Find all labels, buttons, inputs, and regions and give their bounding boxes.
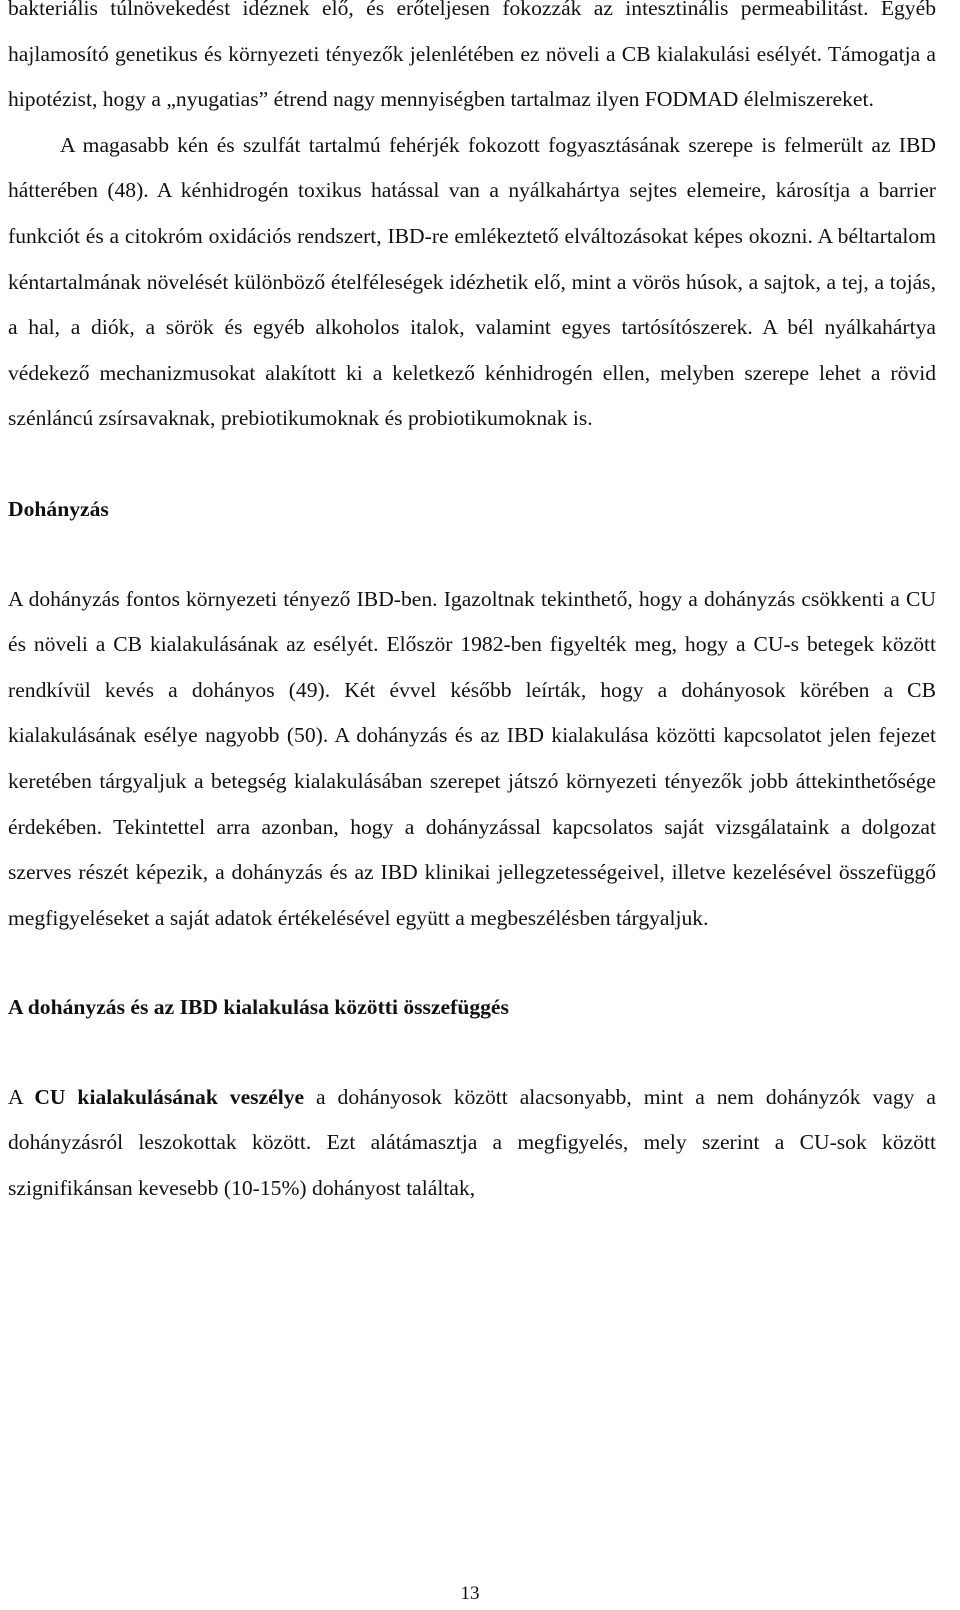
section-heading-smoking: Dohányzás — [8, 496, 109, 521]
text-run: A — [8, 1084, 35, 1109]
spacer — [8, 442, 936, 487]
document-page — [8, 0, 936, 1212]
paragraph-smoking: A dohányzás fontos környezeti tényező IBD-ben. Igazoltnak tekinthető, hogy a dohányzás csökkenti a CU és növeli a CB kialakulásának az esélyét. Először 1982-ben figyelték meg, hogy a CU-s betegek között rendkívül kevés a dohányos (49). Két évvel később leírták, hogy a dohányosok körében a CB kialakulásának esélye nagyobb (50). A dohányzás és az IBD kialakulása közötti kapcsolatot jelen fejezet keretében tárgyaljuk a betegség kialakulásában szerepet játszó környezeti tényezők jobb áttekinthetősége érdekében. Tekintettel arra azonban, hogy a dohányzással kapcsolatos saját vizsgálataink a dolgozat szerves részét képezik, a dohányzás és az IBD klinikai jellegzetességeivel, illetve kezelésével összefüggő megfigyeléseket a saját adatok értékelésével együtt a megbeszélésben tárgyaljuk. — [8, 586, 936, 930]
text-run: a dohányosok között alacsonyabb, mint a nem dohányzók vagy a dohányzásról leszokottak között. Ezt alátámasztja a megfigyelés, mely szerint a CU-sok között szignifikánsan kevesebb (10-15%) dohányost találtak, — [8, 1084, 936, 1201]
bold-phrase: CU kialakulásának veszélye — [34, 1084, 305, 1109]
spacer — [8, 1031, 936, 1075]
page-number: 13 — [460, 1583, 480, 1604]
spacer — [8, 533, 936, 577]
paragraph-fodmap: bakteriális túlnövekedést idéznek elő, és erőteljesen fokozzák az intesztinális permeabilitást. Egyéb hajlamosító genetikus és környezeti tényezők jelenlétében ez növeli a CB kialakulási esélyét. Támogatja a hipotézist, hogy a „nyugatias” étrend nagy mennyiségben tartalmaz ilyen FODMAD élelmiszereket. — [8, 0, 936, 112]
paragraph-sulfur: A magasabb kén és szulfát tartalmú fehérjék fokozott fogyasztásának szerepe is felmerült az IBD hátterében (48). A kénhidrogén toxikus hatással van a nyálkahártya sejtes elemeire, károsítja a barrier funkciót és a citokróm oxidációs rendszert, IBD-re emlékeztető elváltozásokat képes okozni. A béltartalom kéntartalmának növelését különböző ételféleségek idézhetik elő, mint a vörös húsok, a sajtok, a tej, a tojás, a hal, a diók, a sörök és egyéb alkoholos italok, valamint egyes tartósítószerek. A bél nyálkahártya védekező mechanizmusokat alakított ki a keletkező kénhidrogén ellen, melyben szerepe lehet a rövid szénláncú zsírsavaknak, prebiotikumoknak és probiotikumoknak is. — [8, 132, 936, 431]
paragraph-cu-risk — [8, 1075, 936, 1212]
section-heading-smoking-ibd: A dohányzás és az IBD kialakulása közötti összefüggés — [8, 995, 509, 1020]
spacer — [8, 941, 936, 985]
